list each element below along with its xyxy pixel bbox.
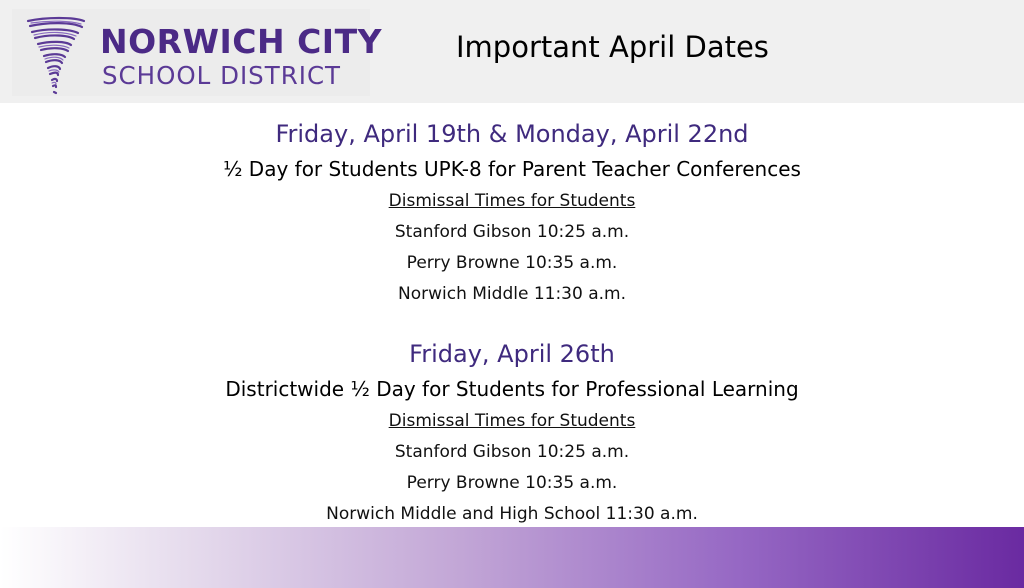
section-event-description: ½ Day for Students UPK-8 for Parent Teacher Conferences: [223, 157, 801, 181]
section-april-26: [0, 336, 1024, 530]
dates-content: [0, 116, 1024, 530]
section-date-heading: Friday, April 19th & Monday, April 22nd: [275, 120, 749, 148]
logo-text-school-district: SCHOOL DISTRICT: [102, 61, 342, 90]
dismissal-time-norwich-middle-high: Norwich Middle and High School 11:30 a.m.: [326, 504, 698, 524]
section-april-19-22: [0, 116, 1024, 310]
section-date-heading: Friday, April 26th: [409, 340, 615, 368]
logo-text-norwich-city: NORWICH CITY: [100, 22, 382, 61]
district-logo: [12, 9, 382, 96]
dismissal-time-stanford-gibson: Stanford Gibson 10:25 a.m.: [394, 442, 630, 462]
dismissal-times-heading: Dismissal Times for Students: [388, 191, 636, 211]
tornado-swirl-icon: [26, 15, 86, 95]
dismissal-time-perry-browne: Perry Browne 10:35 a.m.: [406, 253, 618, 273]
dismissal-time-norwich-middle: Norwich Middle 11:30 a.m.: [398, 284, 626, 304]
section-event-description: Districtwide ½ Day for Students for Professional Learning: [225, 377, 799, 401]
dismissal-time-perry-browne: Perry Browne 10:35 a.m.: [406, 473, 618, 493]
dismissal-times-heading: Dismissal Times for Students: [388, 411, 636, 431]
page-title: Important April Dates: [456, 30, 769, 64]
purple-gradient-band: [0, 527, 1024, 588]
dismissal-time-stanford-gibson: Stanford Gibson 10:25 a.m.: [394, 222, 630, 242]
